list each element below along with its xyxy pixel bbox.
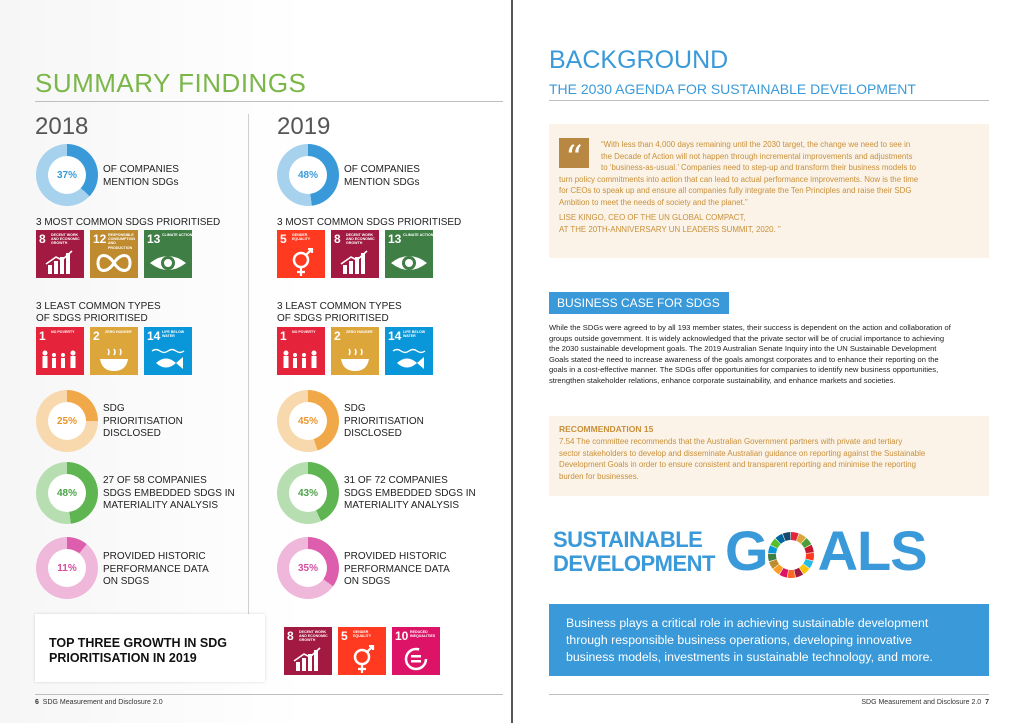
gender-icon: [338, 645, 386, 675]
tile-name: REDUCED INEQUALITIES: [410, 630, 436, 639]
right-page: [513, 0, 1024, 723]
sdg-2-tile: [90, 327, 138, 375]
background-title: BACKGROUND: [549, 46, 729, 74]
tile-name: NO POVERTY: [292, 330, 316, 334]
tile-number: 13: [388, 232, 402, 246]
tile-number: 12: [93, 232, 107, 246]
sdg-8-tile: [284, 627, 332, 675]
materiality-label-2018: [103, 475, 235, 513]
label-line: PROVIDED HISTORIC: [344, 551, 447, 562]
donut-pct: 48%: [48, 474, 86, 512]
bowl-icon: [90, 345, 138, 375]
quote-line: for CEOs to speak up and ensure all companies fully integrate the Ten Principles and raise their SDG: [559, 186, 912, 195]
sdg-14-tile: [144, 327, 192, 375]
tile-number: 2: [93, 329, 100, 343]
tile-number: 14: [147, 329, 161, 343]
recommendation-text: [559, 436, 983, 482]
wheel-segment: [808, 547, 810, 553]
tile-name: GENDER EQUALITY: [292, 233, 311, 242]
sdg-5-tile: [338, 627, 386, 675]
wheel-segment: [774, 541, 778, 546]
donut-prioritisation-2018: [36, 390, 98, 452]
sdg-8-tile: [331, 230, 379, 278]
sdg-10-tile: [392, 627, 440, 675]
label-line: OF SDGS PRIORITISED: [36, 313, 148, 324]
tile-name: ZERO HUNGER: [105, 330, 132, 334]
agenda-subtitle: THE 2030 AGENDA FOR SUSTAINABLE DEVELOPMENT: [549, 81, 916, 97]
family-icon: [277, 345, 325, 375]
sdg-1-tile: [277, 327, 325, 375]
donut-historic-2018: [36, 537, 98, 599]
label-line: SDG: [103, 403, 125, 414]
title-rule: [35, 101, 503, 102]
label-line: MENTION SDGs: [103, 176, 179, 188]
tile-name: DECENT WORK AND ECONOMIC GROWTH: [299, 630, 328, 643]
summary-findings-title: SUMMARY FINDINGS: [35, 68, 307, 98]
least-common-label-2019: [277, 301, 402, 325]
label-line: OF SDGS PRIORITISED: [277, 313, 389, 324]
donut-pct: 37%: [48, 156, 86, 194]
wheel-segment: [772, 554, 773, 560]
growth-chart-icon: [331, 248, 379, 278]
donut-materiality-2019: [277, 462, 339, 524]
recommendation-title: RECOMMENDATION 15: [559, 424, 654, 434]
tile-name: NO POVERTY: [51, 330, 75, 334]
quote-line: turn policy commitments into action that can lead to actual performance improvements. Now is the time: [559, 174, 919, 184]
eye-globe-icon: [385, 248, 433, 278]
donut-pct: 43%: [289, 474, 327, 512]
banner-line: through responsible business operations, developing innovative: [566, 633, 912, 647]
logo-word: DEVELOPMENT: [553, 551, 715, 576]
page-number: 7: [985, 699, 989, 706]
quote-text-upper: [601, 139, 987, 174]
logo-words: [553, 528, 715, 576]
body-line: goals in a cost-effective manner. The SDGs offer opportunities for companies to identify new business opportunities,: [549, 365, 939, 374]
quote-text-lower: [559, 174, 987, 236]
label-line: 27 OF 58 COMPANIES: [103, 475, 207, 486]
recommendation-line: 7.54 The committee recommends that the Australian Government partners with private and tertiary: [559, 437, 903, 446]
recommendation-box: [549, 416, 989, 496]
growth-title-line: TOP THREE GROWTH IN SDG: [49, 636, 228, 650]
tile-name: DECENT WORK AND ECONOMIC GROWTH: [51, 233, 80, 246]
wheel-segment: [776, 567, 781, 571]
tile-number: 8: [287, 629, 294, 643]
wheel-segment: [798, 537, 804, 540]
quote-line: Ambition to meet the needs of society and the planet.”: [559, 197, 748, 207]
label-line: MATERIALITY ANALYSIS: [103, 500, 219, 511]
donut-pct: 25%: [48, 402, 86, 440]
donut-prioritisation-2019: [277, 390, 339, 452]
business-case-body: [549, 323, 989, 386]
wheel-segment: [806, 560, 809, 566]
sdg-8-tile: [36, 230, 84, 278]
quote-line: the Decade of Action will not happen through incremental improvements and adjustments: [601, 151, 913, 161]
label-line: OF COMPANIES: [103, 164, 179, 175]
tile-number: 8: [334, 232, 341, 246]
column-divider: [248, 114, 249, 614]
equality-icon: [392, 645, 440, 675]
tile-number: 2: [334, 329, 341, 343]
tile-name: LIFE BELOW WATER: [403, 330, 426, 339]
label-line: DISCLOSED: [344, 428, 402, 439]
quote-box: [549, 124, 989, 258]
wheel-segment: [773, 561, 776, 567]
bowl-icon: [331, 345, 379, 375]
year-2019: 2019: [277, 113, 331, 140]
historic-label-2019: [344, 551, 450, 589]
donut-pct: 45%: [289, 402, 327, 440]
sdg-1-tile: [36, 327, 84, 375]
banner-text: [566, 615, 981, 666]
label-line: PERFORMANCE DATA: [344, 563, 450, 575]
label-line: OF COMPANIES: [344, 164, 420, 175]
donut-mention-2019: [277, 144, 339, 206]
footer-left: [35, 699, 163, 706]
donut-mention-2018: [36, 144, 98, 206]
growth-chart-icon: [284, 645, 332, 675]
banner-line: business models, investments in sustainable technology, and more.: [566, 650, 933, 664]
gender-icon: [277, 248, 325, 278]
quote-attribution: LISE KINGO, CEO OF THE UN GLOBAL COMPACT,: [559, 213, 746, 222]
footer-title: SDG Measurement and Disclosure 2.0: [42, 699, 163, 706]
recommendation-line: sector stakeholders to develop and disseminate Australian guidance on reporting against the Sustainable: [559, 448, 926, 458]
label-line: PRIORITISATION: [103, 415, 183, 427]
tile-name: DECENT WORK AND ECONOMIC GROWTH: [346, 233, 375, 246]
label-line: SDGS EMBEDDED SDGS IN: [344, 487, 476, 499]
fish-icon: [144, 345, 192, 375]
label-line: ON SDGS: [103, 576, 150, 587]
closing-banner: [549, 604, 989, 676]
mention-label-2018: [103, 164, 179, 189]
wheel-segment: [809, 553, 810, 559]
donut-historic-2019: [277, 537, 339, 599]
prioritisation-label-2019: [344, 403, 424, 441]
least-common-label-2018: [36, 301, 161, 325]
growth-title: [49, 636, 227, 666]
label-line: MENTION SDGs: [344, 176, 420, 188]
sdg-14-tile: [385, 327, 433, 375]
wheel-segment: [778, 537, 783, 540]
label-line: DISCLOSED: [103, 428, 161, 439]
most-common-label-2018: 3 MOST COMMON SDGS PRIORITISED: [36, 217, 221, 228]
tile-name: RESPONSIBLE CONSUMPTION AND PRODUCTION: [108, 233, 135, 250]
sdg-13-tile: [385, 230, 433, 278]
donut-pct: 48%: [289, 156, 327, 194]
sdg-wheel-icon: [766, 530, 816, 580]
quote-mark-icon: “: [559, 138, 589, 168]
tile-number: 8: [39, 232, 46, 246]
tile-name: GENDER EQUALITY: [353, 630, 372, 639]
label-line: SDG: [344, 403, 366, 414]
donut-pct: 35%: [289, 549, 327, 587]
label-line: ON SDGS: [344, 576, 391, 587]
business-case-heading: BUSINESS CASE FOR SDGS: [549, 292, 729, 314]
materiality-label-2019: [344, 475, 476, 513]
label-line: 3 LEAST COMMON TYPES: [277, 301, 402, 312]
tile-number: 14: [388, 329, 402, 343]
tile-name: CLIMATE ACTION: [162, 233, 192, 237]
wheel-segment: [772, 547, 774, 553]
growth-chart-icon: [36, 248, 84, 278]
wheel-segment: [795, 571, 801, 573]
most-common-label-2019: 3 MOST COMMON SDGS PRIORITISED: [277, 217, 462, 228]
sdg-13-tile: [144, 230, 192, 278]
wheel-segment: [781, 571, 787, 573]
quote-attribution: AT THE 20TH-ANNIVERSARY UN LEADERS SUMMIT, 2020. ”: [559, 224, 781, 234]
body-line: the 2030 sustainable development goals. The 2019 Australian Senate Inquiry into the UN Sustainable Development: [549, 344, 937, 353]
donut-pct: 11%: [48, 549, 86, 587]
label-line: PROVIDED HISTORIC: [103, 551, 206, 562]
quote-line: to ‘business-as-usual.’ Companies need to step-up and transform their business models to: [601, 163, 917, 172]
tile-number: 13: [147, 232, 161, 246]
recommendation-line: burden for businesses.: [559, 471, 639, 481]
page-number: 6: [35, 699, 39, 706]
tile-name: LIFE BELOW WATER: [162, 330, 185, 339]
growth-title-line: PRIORITISATION IN 2019: [49, 651, 197, 665]
sdg-logo: [553, 519, 993, 584]
quote-line: “With less than 4,000 days remaining until the 2030 target, the change we need to see in: [601, 140, 911, 149]
label-line: PERFORMANCE DATA: [103, 563, 209, 575]
recommendation-line: Development Goals in order to ensure consistent and transparent reporting and minimise the reporting: [559, 460, 917, 469]
tile-number: 10: [395, 629, 409, 643]
prioritisation-label-2018: [103, 403, 183, 441]
subtitle-rule: [549, 100, 989, 101]
body-line: While the SDGs were agreed to by all 193 member states, their success is dependent on the action and collaboration of: [549, 323, 951, 332]
tile-number: 1: [280, 329, 287, 343]
label-line: 31 OF 72 COMPANIES: [344, 475, 448, 486]
sdg-2-tile: [331, 327, 379, 375]
tile-number: 5: [341, 629, 348, 643]
historic-label-2018: [103, 551, 209, 589]
fish-icon: [385, 345, 433, 375]
mention-label-2019: [344, 164, 420, 189]
body-line: strengthen stakeholder relations, enhance corporate sustainability, and enhance markets and societies.: [549, 375, 896, 385]
footer-rule-left: [35, 694, 503, 695]
footer-title: SDG Measurement and Disclosure 2.0: [861, 699, 982, 706]
family-icon: [36, 345, 84, 375]
infinity-icon: [90, 248, 138, 278]
logo-letters: ALS: [817, 519, 927, 582]
body-line: groups outside government. It is widely acknowledged that the private sector will be of crucial importance to achieving: [549, 333, 945, 343]
sdg-12-tile: [90, 230, 138, 278]
wheel-segment: [791, 536, 797, 537]
wheel-segment: [801, 566, 806, 570]
label-line: PRIORITISATION: [344, 415, 424, 427]
sdg-5-tile: [277, 230, 325, 278]
donut-materiality-2018: [36, 462, 98, 524]
tile-name: CLIMATE ACTION: [403, 233, 433, 237]
tile-number: 5: [280, 232, 287, 246]
eye-globe-icon: [144, 248, 192, 278]
body-line: Goals stated the need to increase awareness of the goals amongst corporates and to enhance their reporting on the: [549, 354, 939, 364]
logo-word: SUSTAINABLE: [553, 527, 703, 552]
growth-box: [35, 614, 265, 682]
tile-name: ZERO HUNGER: [346, 330, 373, 334]
tile-number: 1: [39, 329, 46, 343]
year-2018: 2018: [35, 113, 89, 140]
logo-goals: [725, 519, 927, 582]
label-line: 3 LEAST COMMON TYPES: [36, 301, 161, 312]
footer-rule-right: [549, 694, 989, 695]
logo-letter: G: [725, 519, 768, 582]
footer-right: [843, 699, 989, 706]
wheel-segment: [784, 536, 790, 537]
wheel-segment: [804, 541, 808, 546]
label-line: MATERIALITY ANALYSIS: [344, 500, 460, 511]
label-line: SDGS EMBEDDED SDGS IN: [103, 487, 235, 499]
banner-line: Business plays a critical role in achieving sustainable development: [566, 616, 929, 630]
